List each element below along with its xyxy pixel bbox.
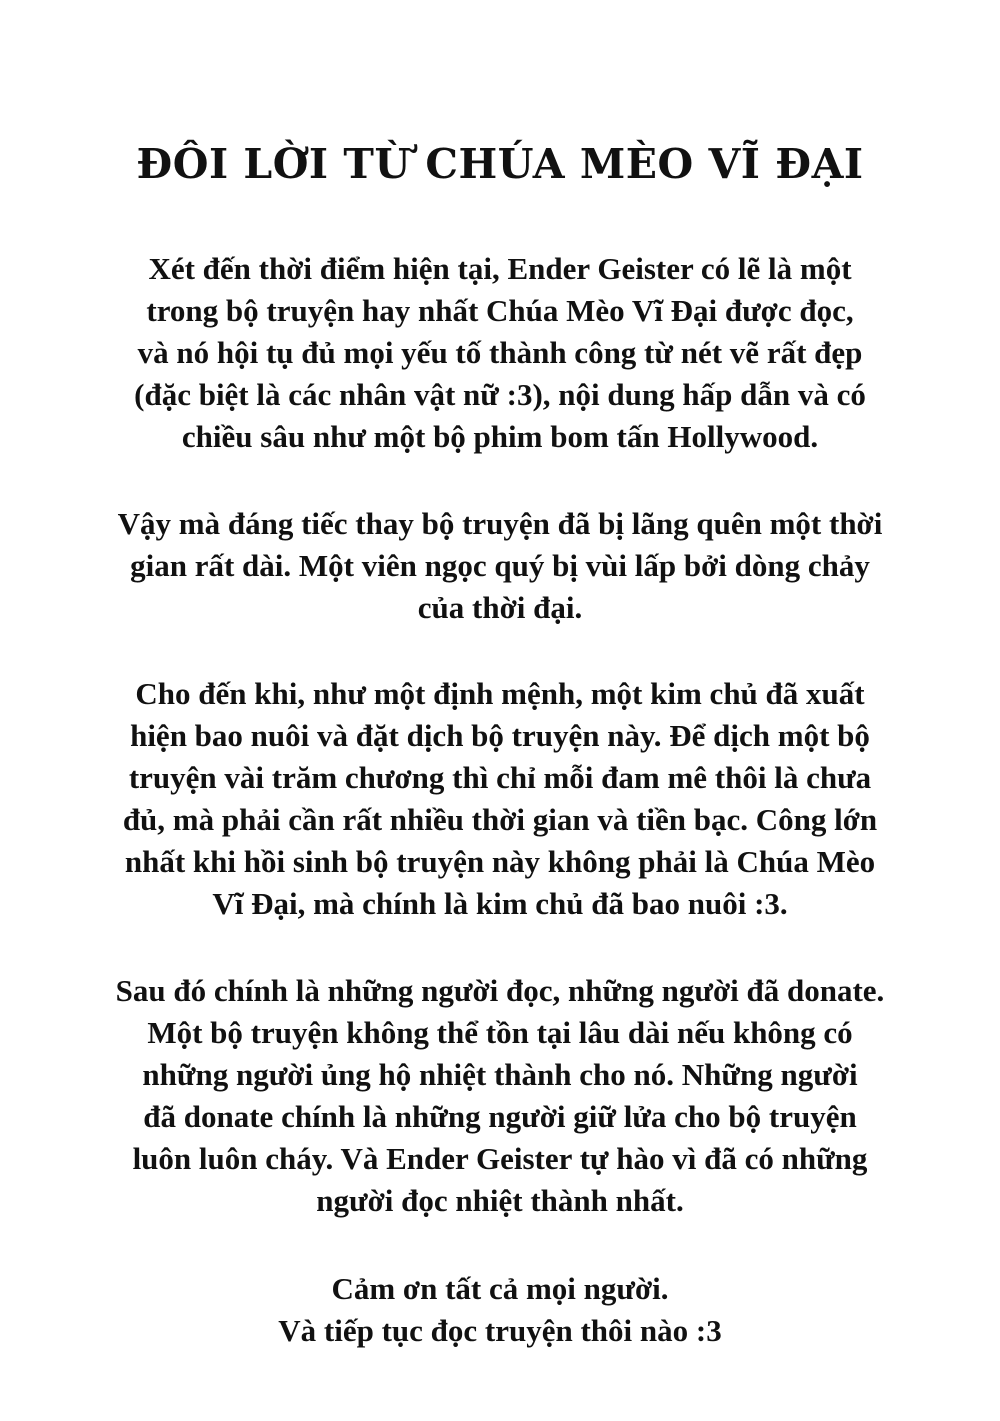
text-line: đủ, mà phải cần rất nhiều thời gian và tiền bạc. Công lớn: [122, 802, 878, 837]
text-line: Cảm ơn tất cả mọi người.: [331, 1271, 669, 1306]
text-line: Cho đến khi, như một định mệnh, một kim chủ đã xuất: [135, 676, 865, 711]
text-line: của thời đại.: [417, 590, 583, 625]
text-line: Vĩ Đại, mà chính là kim chủ đã bao nuôi :3.: [212, 886, 788, 921]
text-line: hiện bao nuôi và đặt dịch bộ truyện này. Để dịch một bộ: [130, 718, 870, 753]
paragraph-closing: [40, 1268, 960, 1352]
text-line: truyện vài trăm chương thì chỉ mỗi đam mê thôi là chưa: [128, 760, 872, 795]
text-line: luôn luôn cháy. Và Ender Geister tự hào vì đã có những: [132, 1141, 868, 1176]
text-line: và nó hội tụ đủ mọi yếu tố thành công từ nét vẽ rất đẹp: [137, 335, 863, 370]
paragraph-forgotten: [40, 503, 960, 629]
page-title: ĐÔI LỜI TỪ CHÚA MÈO VĨ ĐẠI: [136, 140, 864, 188]
paragraph-sponsor: [40, 673, 960, 925]
text-line: đã donate chính là những người giữ lửa cho bộ truyện: [143, 1099, 857, 1134]
text-line: Một bộ truyện không thể tồn tại lâu dài nếu không có: [147, 1015, 853, 1050]
text-line: người đọc nhiệt thành nhất.: [316, 1183, 684, 1218]
text-line: Xét đến thời điểm hiện tại, Ender Geister có lẽ là một: [148, 251, 852, 286]
text-line: Vậy mà đáng tiếc thay bộ truyện đã bị lãng quên một thời: [117, 506, 883, 541]
text-line: Và tiếp tục đọc truyện thôi nào :3: [278, 1313, 722, 1348]
text-line: trong bộ truyện hay nhất Chúa Mèo Vĩ Đại được đọc,: [146, 293, 854, 328]
text-line: những người ủng hộ nhiệt thành cho nó. Những người: [142, 1057, 858, 1092]
paragraph-intro: [40, 248, 960, 458]
text-line: gian rất dài. Một viên ngọc quý bị vùi lấp bởi dòng chảy: [130, 548, 870, 583]
text-line: chiều sâu như một bộ phim bom tấn Hollywood.: [181, 419, 819, 454]
text-line: Sau đó chính là những người đọc, những người đã donate.: [115, 973, 885, 1008]
paragraph-readers: [40, 970, 960, 1222]
text-line: (đặc biệt là các nhân vật nữ :3), nội dung hấp dẫn và có: [134, 377, 866, 412]
text-line: nhất khi hồi sinh bộ truyện này không phải là Chúa Mèo: [124, 844, 876, 879]
